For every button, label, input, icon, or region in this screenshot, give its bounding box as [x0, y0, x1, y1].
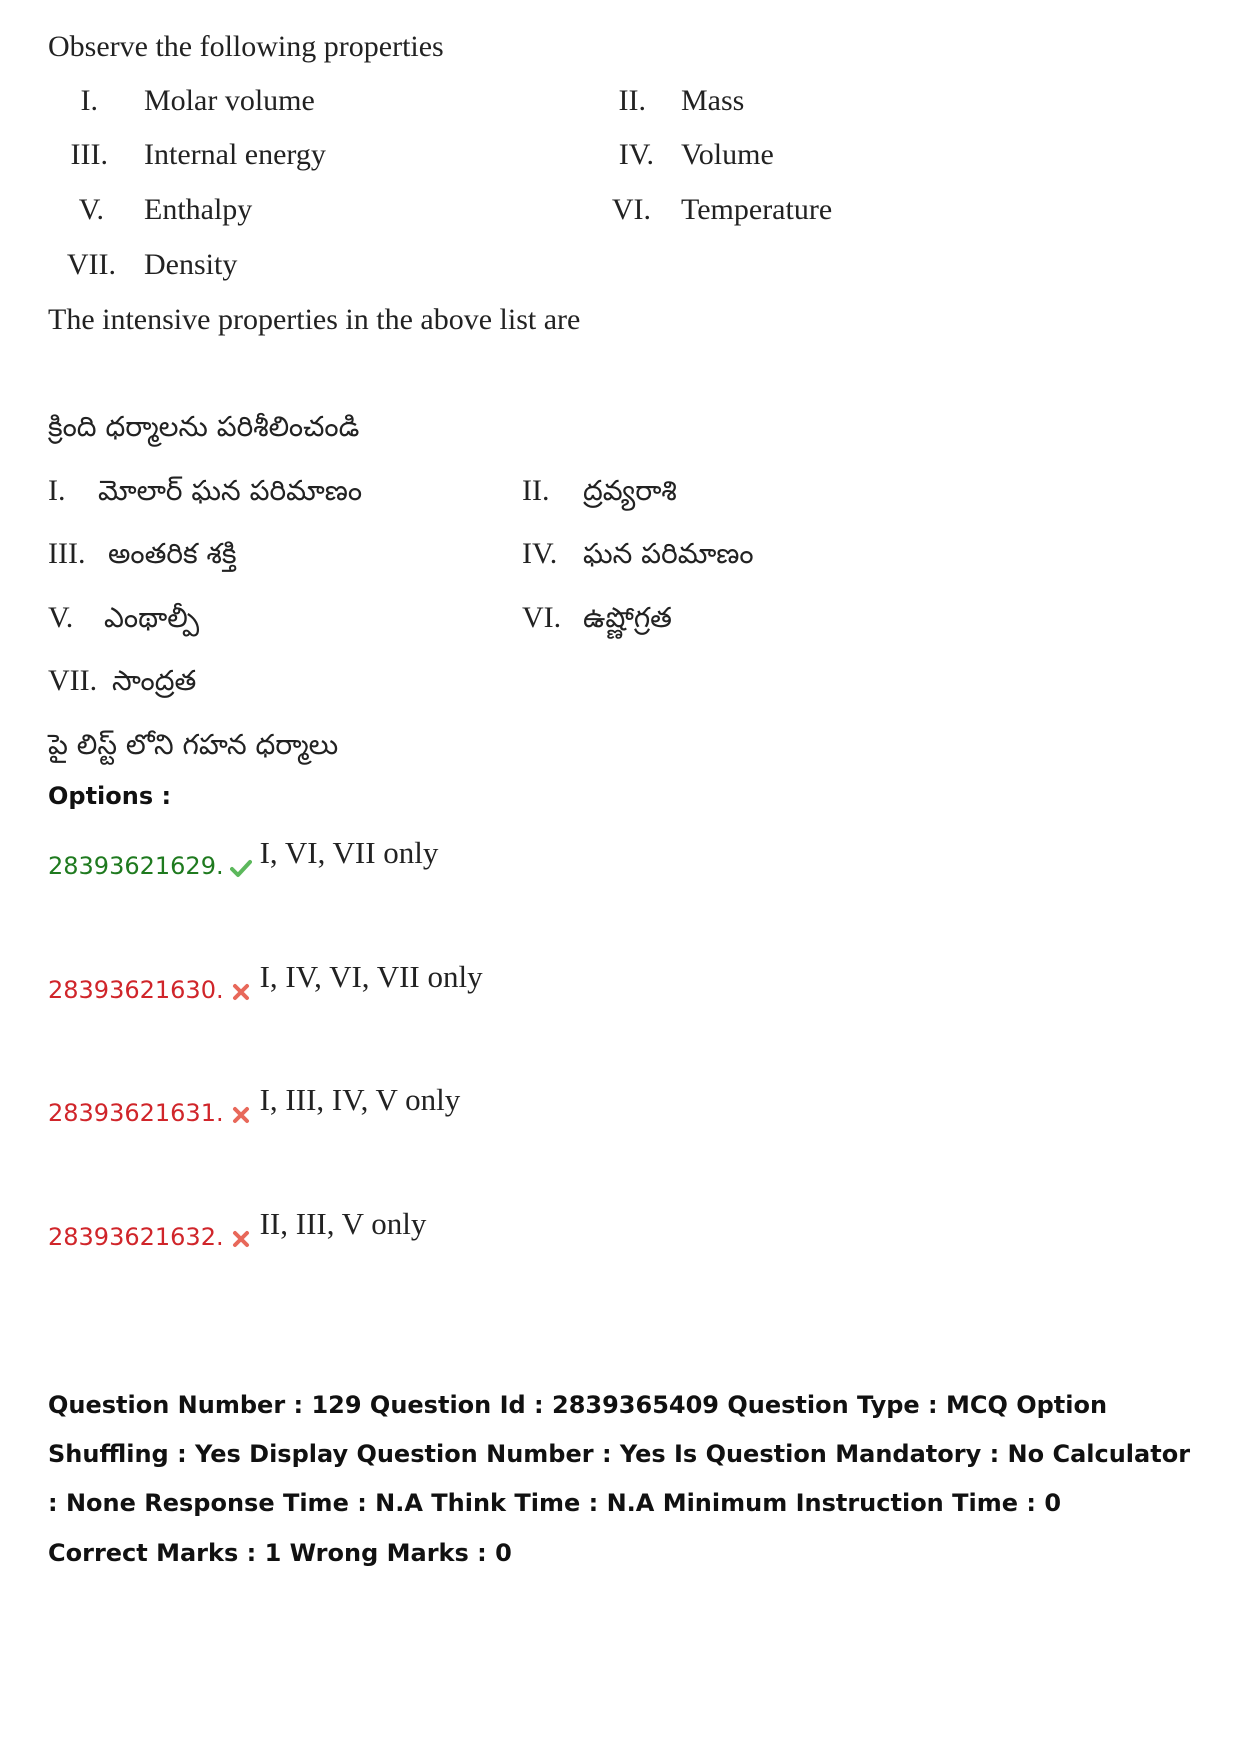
option-row[interactable]	[48, 959, 483, 1005]
property-label: Molar volume	[144, 84, 315, 117]
property-number: I.	[80, 84, 98, 117]
property-number: I.	[48, 474, 66, 507]
property-label-telugu: ఎంథాల్పీ	[104, 601, 200, 634]
question-intro-telugu: క్రింది ధర్మాలను పరిశీలించండి	[48, 410, 360, 443]
property-number: VII.	[48, 664, 98, 697]
property-number: III.	[70, 138, 108, 171]
option-text: I, VI, VII only	[259, 835, 439, 870]
option-id: 28393621630.	[48, 976, 224, 1004]
property-number: IV.	[618, 138, 654, 171]
question-intro: Observe the following properties	[48, 30, 444, 63]
marks-meta: Correct Marks : 1 Wrong Marks : 0	[48, 1539, 512, 1567]
options-heading: Options :	[48, 782, 172, 810]
cross-icon	[230, 1104, 252, 1126]
option-text: I, IV, VI, VII only	[259, 959, 483, 994]
cross-icon	[230, 981, 252, 1003]
option-text: I, III, IV, V only	[259, 1082, 461, 1117]
question-meta: Question Number : 129 Question Id : 2839365409 Question Type : MCQ Option Shuffling : Yes Display Question Number : Yes Is Question Mandatory : No Calculator : None Response Time : N.A Think Time : N.A Minimum Instruction Time : 0	[48, 1391, 1191, 1517]
check-icon	[230, 857, 252, 879]
property-number: V.	[48, 601, 74, 634]
property-label-telugu: అంతరిక శక్తి	[108, 537, 237, 570]
property-label: Temperature	[681, 193, 833, 226]
option-row[interactable]	[48, 1082, 461, 1128]
property-label: Volume	[681, 138, 774, 171]
property-number: VII.	[66, 248, 116, 281]
property-number: II.	[618, 84, 646, 117]
option-row[interactable]	[48, 1206, 427, 1252]
property-number: IV.	[522, 537, 558, 570]
option-id: 28393621632.	[48, 1223, 224, 1251]
property-label: Internal energy	[144, 138, 326, 171]
property-number: VI.	[522, 601, 562, 634]
property-label-telugu: మోలార్ ఘన పరిమాణం	[98, 474, 363, 507]
property-label: Mass	[681, 84, 745, 117]
option-row[interactable]	[48, 835, 439, 881]
property-label-telugu: సాంద్రత	[112, 664, 197, 697]
option-text: II, III, V only	[259, 1206, 427, 1241]
property-label: Enthalpy	[144, 193, 253, 226]
property-label-telugu: ఉష్ణోగ్రత	[583, 601, 672, 634]
cross-icon	[230, 1228, 252, 1250]
property-label: Density	[144, 248, 238, 281]
property-number: VI.	[611, 193, 651, 226]
question-prompt: The intensive properties in the above list are	[48, 303, 581, 336]
property-number: III.	[48, 537, 86, 570]
option-id: 28393621631.	[48, 1099, 224, 1127]
property-number: V.	[78, 193, 104, 226]
property-label-telugu: ద్రవ్యరాశి	[583, 474, 677, 507]
property-label-telugu: ఘన పరిమాణం	[583, 537, 754, 570]
question-prompt-telugu: పై లిస్ట్ లోని గహన ధర్మాలు	[48, 728, 339, 761]
option-id: 28393621629.	[48, 852, 224, 880]
property-number: II.	[522, 474, 550, 507]
